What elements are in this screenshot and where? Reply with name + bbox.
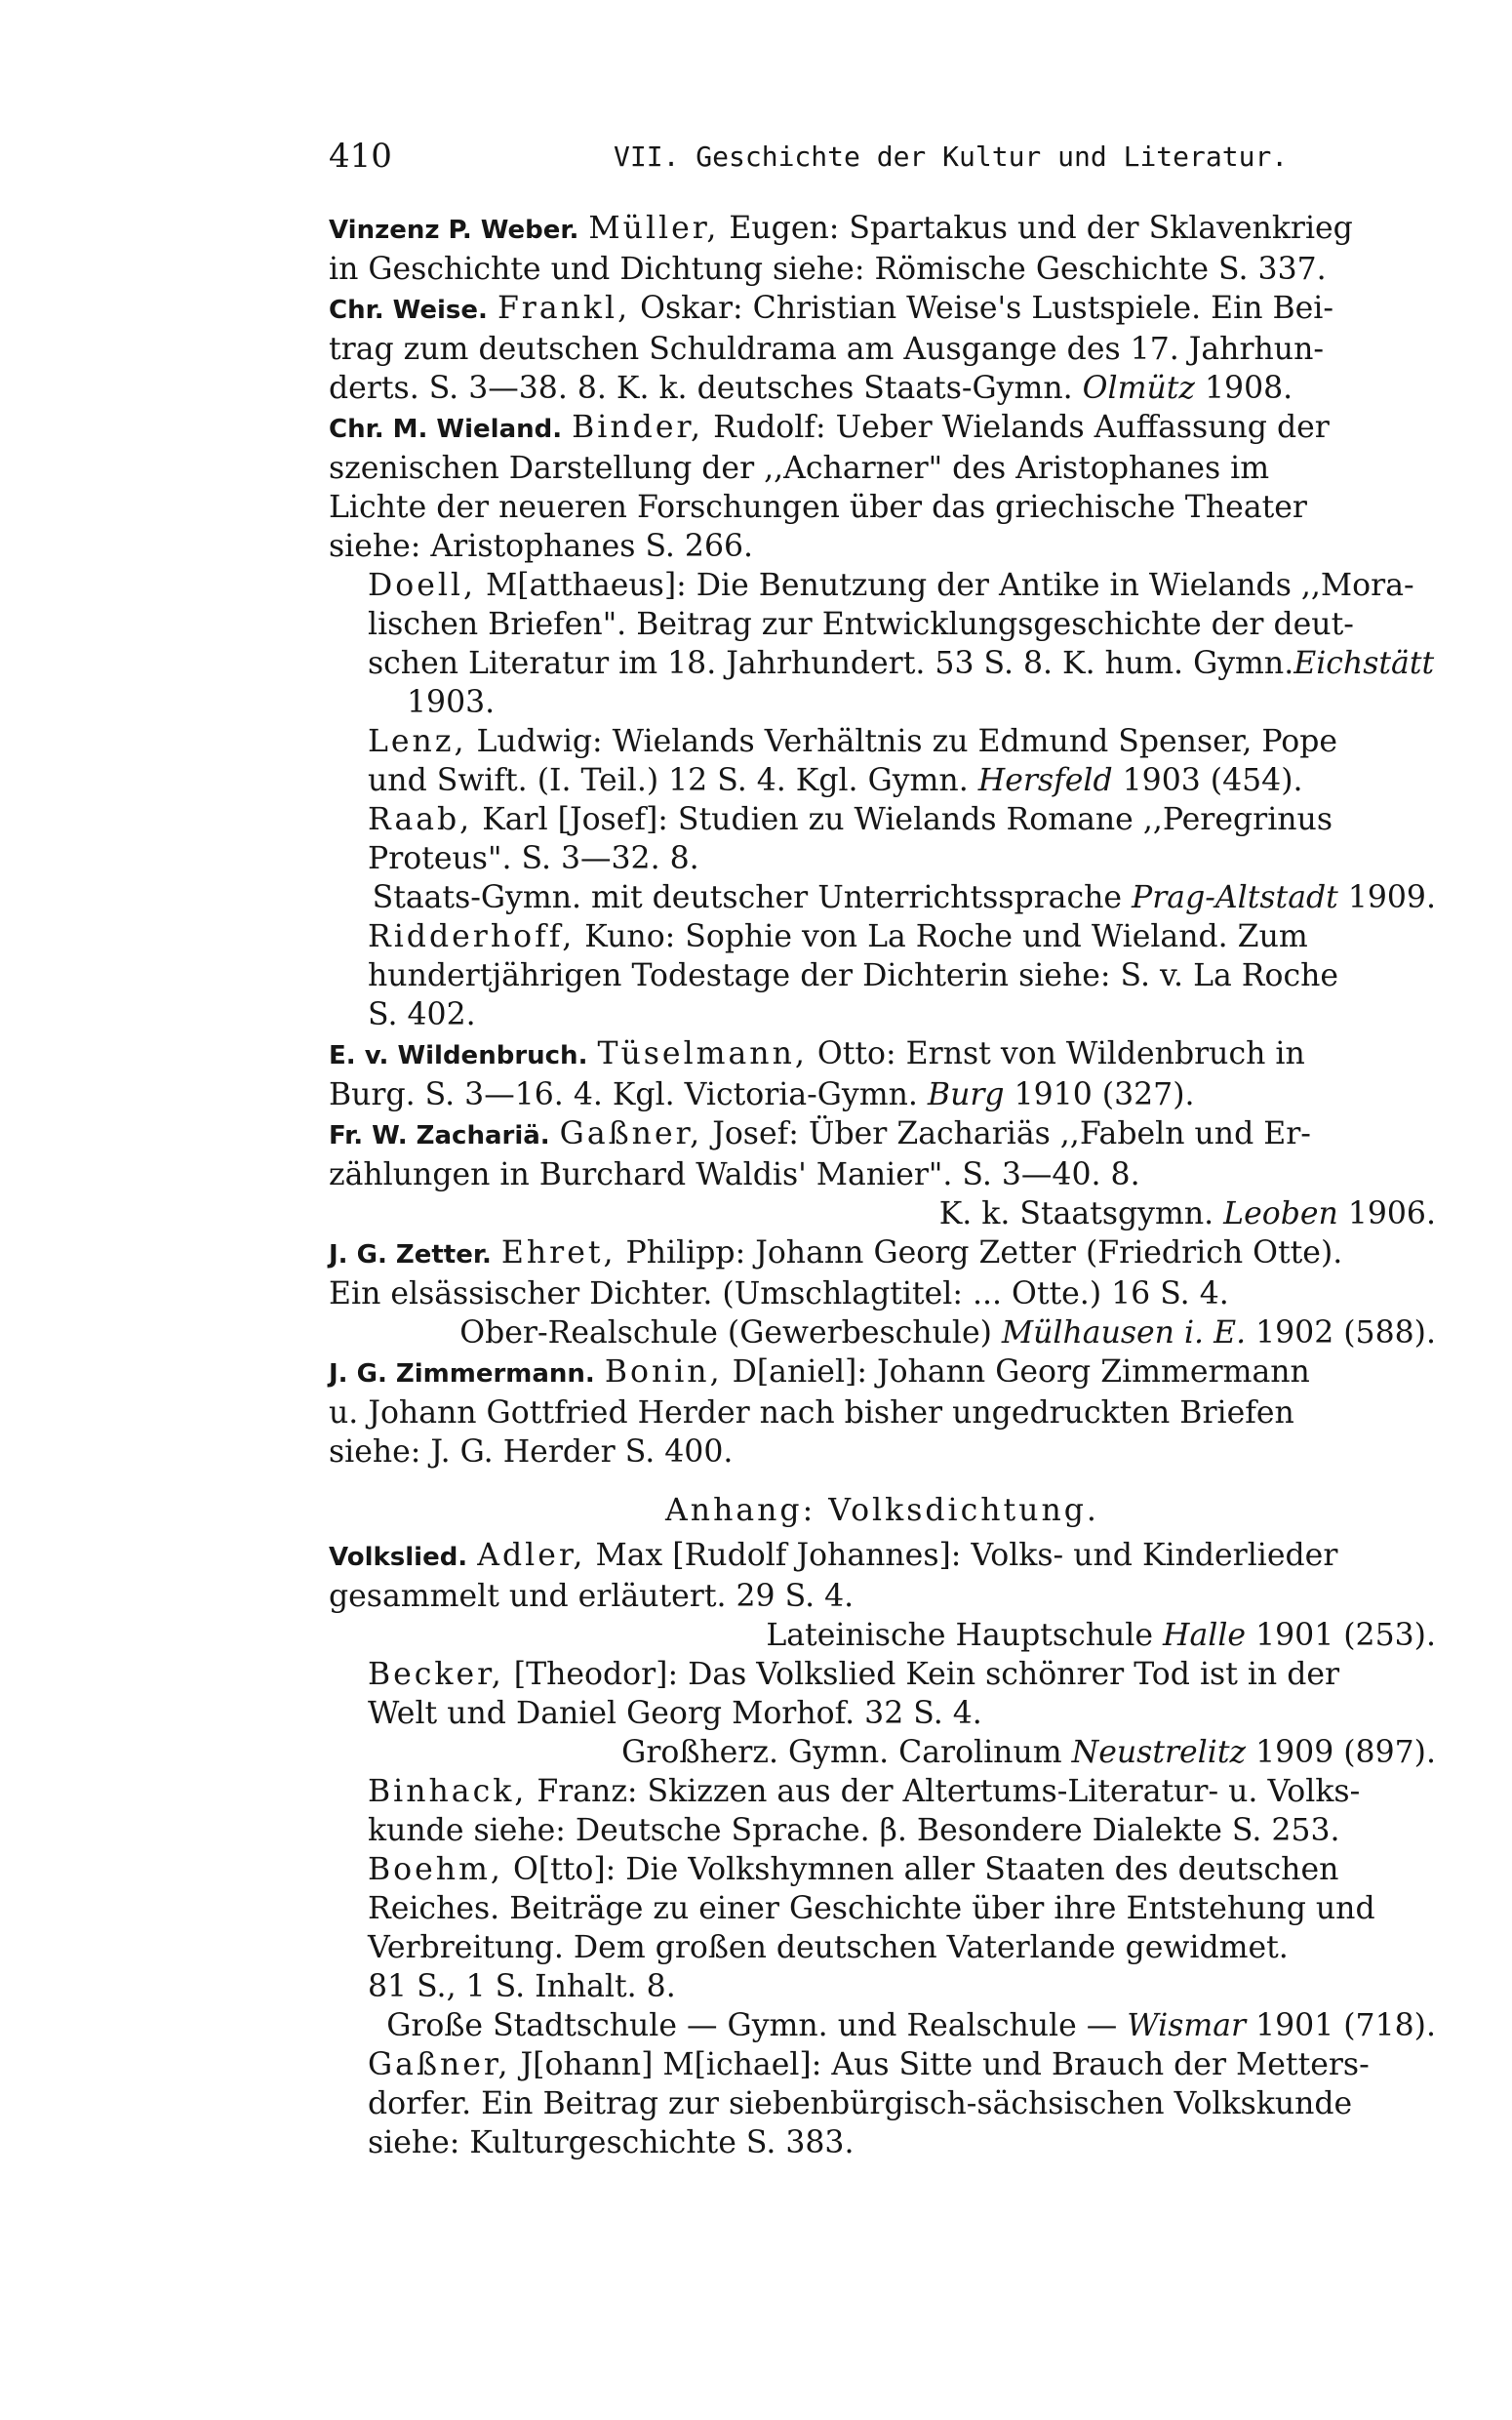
entry-author: Gaßner, [368, 2047, 511, 2082]
entry-city: Burg [927, 1077, 1005, 1112]
entry-text-2: u. Johann Gottfried Herder nach bisher ungedruckten Briefen [329, 1395, 1294, 1431]
entry-publisher: Burg. S. 3—16. 4. Kgl. Victoria-Gymn. [329, 1077, 918, 1112]
entry-text-3 [407, 1733, 1436, 1772]
entry-text-3: siehe: Kulturgeschichte S. 383. [368, 2125, 855, 2160]
entry-author: Doell, [368, 568, 477, 603]
entry-text-2: szenischen Darstellung der ,,Acharner" des Aristophanes im [329, 451, 1270, 486]
entry-weise [329, 289, 1436, 408]
entry-keyword: Vinzenz P. Weber. [329, 216, 579, 245]
entry-text-2: dorfer. Ein Beitrag zur siebenbürgisch-sächsischen Volkskunde [368, 2086, 1353, 2121]
entry-text: Rudolf: Ueber Wielands Auffassung der [713, 410, 1330, 445]
entry-text-2: kunde siehe: Deutsche Sprache. β. Besondere Dialekte S. 253. [368, 1813, 1340, 1848]
entry-author: Lenz, [368, 724, 467, 759]
entry-year: 1901 (718). [1255, 2008, 1436, 2043]
entry-text-2: Proteus". S. 3—32. 8. [368, 841, 699, 876]
entry-text-2: trag zum deutschen Schuldrama am Ausgange des 17. Jahrhun- [329, 332, 1325, 367]
entry-text: Josef: Über Zachariäs ,,Fabeln und Er- [712, 1116, 1311, 1151]
entry-year: 1902 (588). [1255, 1315, 1436, 1351]
entry-text: Eugen: Spartakus und der Sklavenkrieg [729, 211, 1353, 246]
entry-text-3 [407, 1313, 1436, 1352]
entry-publisher: Staats-Gymn. mit deutscher Unterrichtssprache [372, 880, 1123, 915]
entry-year: 1909. [1347, 880, 1436, 915]
running-header [329, 137, 1304, 182]
entry-publisher: Lateinische Hauptschule [766, 1618, 1154, 1653]
entry-author: Gaßner, [559, 1116, 703, 1151]
entry-text: D[aniel]: Johann Georg Zimmermann [732, 1354, 1310, 1390]
entry-keyword: E. v. Wildenbruch. [329, 1041, 588, 1070]
entry-text-3: Lichte der neueren Forschungen über das griechische Theater [329, 490, 1307, 525]
entry-text: O[tto]: Die Volkshymnen aller Staaten des deutschen [512, 1852, 1339, 1887]
entry-text: Kuno: Sophie von La Roche und Wieland. Zum [584, 919, 1308, 954]
entry-publisher: Große Stadtschule — Gymn. und Realschule — [386, 2008, 1118, 2043]
entry-text: [Theodor]: Das Volkslied Kein schönrer Tod ist in der [513, 1657, 1340, 1692]
entry-text-2: hundertjährigen Todestage der Dichterin siehe: S. v. La Roche [368, 958, 1339, 993]
entry-text-4: siehe: Aristophanes S. 266. [329, 529, 754, 564]
entry-text-3 [368, 644, 1436, 722]
entry-author: Binder, [572, 410, 704, 445]
entry-text: Max [Rudolf Johannes]: Volks- und Kinderlieder [595, 1538, 1338, 1573]
entry-text-2 [368, 761, 1436, 800]
entry-text-3: S. 402. [368, 997, 476, 1032]
entry-text-2: lischen Briefen". Beitrag zur Entwicklungsgeschichte der deut- [368, 607, 1354, 642]
entry-city: Hersfeld [977, 763, 1113, 798]
entry-publisher: Großherz. Gymn. Carolinum [621, 1735, 1062, 1770]
entry-text: Ludwig: Wielands Verhältnis zu Edmund Spenser, Pope [476, 724, 1338, 759]
entry-author: Bonin, [604, 1354, 723, 1390]
entry-adler [329, 1536, 1436, 1655]
entry-text-5 [386, 2006, 1436, 2045]
entry-gassner [329, 2045, 1436, 2162]
entry-zachariae [329, 1114, 1436, 1233]
entry-publisher: und Swift. (I. Teil.) 12 S. 4. Kgl. Gymn. [368, 763, 969, 798]
entry-keyword: Chr. M. Wieland. [329, 415, 563, 444]
entry-city: Leoben [1223, 1196, 1338, 1231]
entry-city: Wismar [1127, 2008, 1247, 2043]
appendix-heading: Anhang: Volksdichtung. [665, 1493, 1099, 1528]
entry-keyword: Chr. Weise. [329, 296, 488, 325]
entry-year: 1908. [1205, 371, 1293, 406]
entry-year: 1909 (897). [1255, 1735, 1436, 1770]
entry-keyword: Fr. W. Zachariä. [329, 1121, 550, 1150]
entry-author: Ridderhoff, [368, 919, 576, 954]
entry-author: Frankl, [497, 291, 631, 326]
entry-keyword: Volkslied. [329, 1543, 468, 1572]
entry-author: Adler, [477, 1538, 586, 1573]
entry-year: 1901 (253). [1255, 1618, 1436, 1653]
entry-text-3 [407, 1194, 1436, 1233]
entry-lenz [329, 722, 1436, 800]
entry-author: Raab, [368, 802, 473, 837]
bibliography-body [329, 209, 1436, 2162]
running-title: VII. Geschichte der Kultur und Literatur. [614, 141, 1289, 173]
entry-text-2: Ein elsässischer Dichter. (Umschlagtitel: ... Otte.) 16 S. 4. [329, 1276, 1229, 1311]
entry-raab [329, 800, 1436, 917]
entry-boehm [329, 1850, 1436, 2045]
entry-city: Olmütz [1082, 371, 1195, 406]
entry-text-2: in Geschichte und Dichtung siehe: Römische Geschichte S. 337. [329, 252, 1327, 287]
entry-binhack [329, 1772, 1436, 1850]
entry-city: Mülhausen i. E. [1001, 1315, 1247, 1351]
entry-text-2: Welt und Daniel Georg Morhof. 32 S. 4. [368, 1696, 982, 1731]
entry-author: Müller, [588, 211, 720, 246]
entry-ridderhoff [329, 917, 1436, 1034]
entry-year: 1906. [1347, 1196, 1436, 1231]
entry-text: Oskar: Christian Weise's Lustspiele. Ein Bei- [640, 291, 1334, 326]
entry-publisher: schen Literatur im 18. Jahrhundert. 53 S. 8. K. hum. Gymn. [368, 646, 1294, 681]
entry-text-2: gesammelt und erläutert. 29 S. 4. [329, 1579, 855, 1614]
entry-author: Ehret, [500, 1235, 617, 1270]
entry-weber [329, 209, 1436, 289]
entry-author: Boehm, [368, 1852, 503, 1887]
entry-author: Binhack, [368, 1774, 528, 1809]
entry-year: 1903. [407, 685, 496, 720]
entry-author: Tüselmann, [597, 1036, 808, 1071]
entry-doell [329, 566, 1436, 722]
entry-text-2: Reiches. Beiträge zu einer Geschichte über ihre Entstehung und [368, 1891, 1375, 1926]
entry-year: 1910 (327). [1014, 1077, 1195, 1112]
entry-text: Otto: Ernst von Wildenbruch in [816, 1036, 1305, 1071]
entry-text-3: siehe: J. G. Herder S. 400. [329, 1434, 734, 1470]
entry-year: 1903 (454). [1122, 763, 1303, 798]
entry-author: Becker, [368, 1657, 504, 1692]
entry-publisher: derts. S. 3—38. 8. K. k. deutsches Staats-Gymn. [329, 371, 1073, 406]
entry-city: Neustrelitz [1071, 1735, 1247, 1770]
entry-zetter [329, 1233, 1436, 1352]
entry-text-2 [329, 1075, 1436, 1114]
entry-publisher: Ober-Realschule (Gewerbeschule) [459, 1315, 992, 1351]
entry-text: Philipp: Johann Georg Zetter (Friedrich Otte). [625, 1235, 1343, 1270]
entry-text-3 [372, 878, 1436, 917]
entry-city: Prag-Altstadt [1132, 880, 1338, 915]
entry-text: Karl [Josef]: Studien zu Wielands Romane ,,Peregrinus [482, 802, 1333, 837]
entry-becker [329, 1655, 1436, 1772]
entry-keyword: J. G. Zimmermann. [329, 1359, 595, 1389]
entry-text-4: 81 S., 1 S. Inhalt. 8. [368, 1969, 676, 2004]
entry-keyword: J. G. Zetter. [329, 1240, 492, 1270]
entry-text-3 [407, 1616, 1436, 1655]
entry-text-2: zählungen in Burchard Waldis' Manier". S. 3—40. 8. [329, 1157, 1140, 1192]
entry-city: Halle [1163, 1618, 1247, 1653]
entry-city: Eichstätt [1293, 646, 1435, 681]
entry-text-3: Verbreitung. Dem großen deutschen Vaterlande gewidmet. [368, 1930, 1289, 1965]
entry-wieland [329, 408, 1436, 566]
entry-text-3 [329, 369, 1436, 408]
entry-publisher: K. k. Staatsgymn. [938, 1196, 1214, 1231]
entry-text: J[ohann] M[ichael]: Aus Sitte und Brauch der Metters- [520, 2047, 1370, 2082]
entry-text: M[atthaeus]: Die Benutzung der Antike in Wielands ,,Mora- [486, 568, 1414, 603]
entry-zimmermann [329, 1352, 1436, 1472]
page-number: 410 [329, 137, 392, 176]
entry-wildenbruch [329, 1034, 1436, 1114]
entry-text: Franz: Skizzen aus der Altertums-Literatur- u. Volks- [537, 1774, 1361, 1809]
